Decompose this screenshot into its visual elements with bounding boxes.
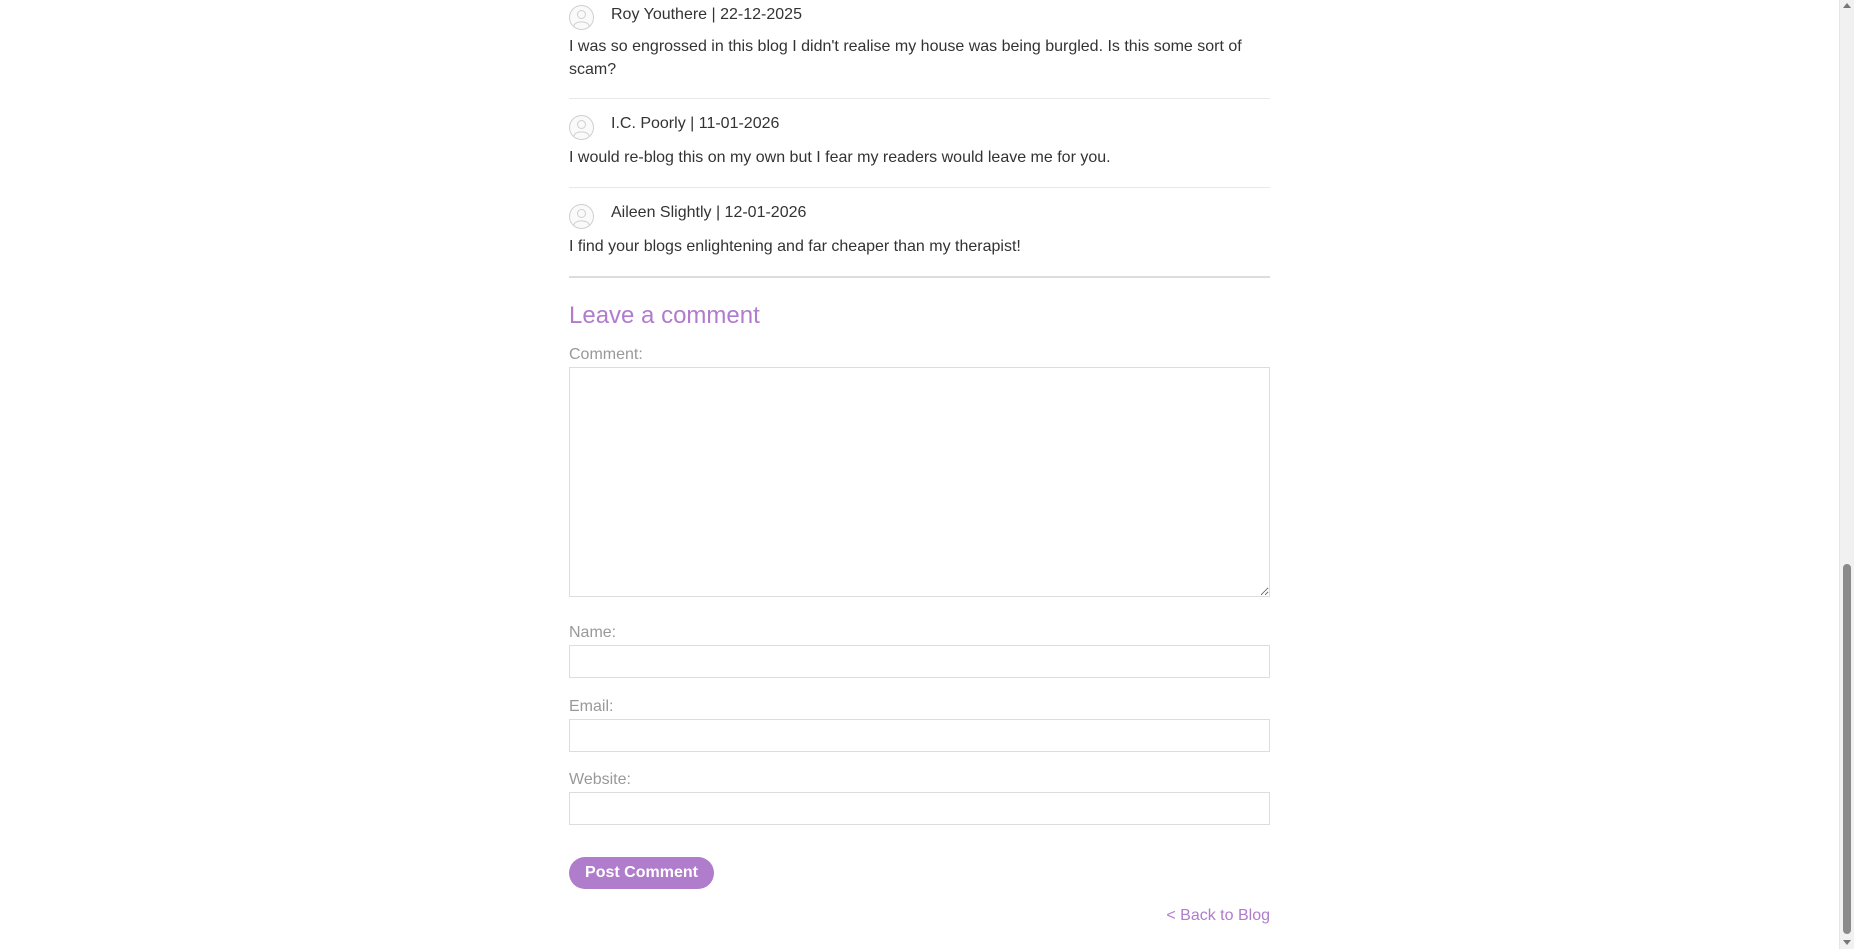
- website-label: Website:: [569, 771, 631, 788]
- name-input[interactable]: [569, 645, 1270, 678]
- user-avatar-icon: [569, 204, 594, 229]
- comment-item: [569, 99, 1270, 188]
- scrollbar-thumb[interactable]: [1843, 564, 1851, 934]
- user-avatar-icon: [569, 115, 594, 140]
- back-to-blog-link[interactable]: < Back to Blog: [1166, 907, 1270, 924]
- scroll-down-arrow-icon[interactable]: [1843, 940, 1851, 945]
- comment-text: I was so engrossed in this blog I didn't realise my house was being burgled. Is this some sort of scam?: [569, 38, 1242, 78]
- comment-textarea[interactable]: [569, 367, 1270, 597]
- leave-comment-heading: Leave a comment: [569, 302, 760, 329]
- post-comment-button[interactable]: Post Comment: [569, 857, 714, 889]
- comments-and-form-column: [569, 0, 1270, 924]
- website-input[interactable]: [569, 792, 1270, 825]
- comment-meta: Aileen Slightly | 12-01-2026: [611, 204, 807, 221]
- comment-item: [569, 188, 1270, 278]
- email-label: Email:: [569, 698, 614, 715]
- email-input[interactable]: [569, 719, 1270, 752]
- page-scrollbar[interactable]: [1839, 0, 1854, 949]
- name-label: Name:: [569, 624, 617, 641]
- comment-item: [569, 0, 1270, 99]
- comment-label: Comment:: [569, 346, 643, 363]
- user-avatar-icon: [569, 5, 594, 30]
- comment-text: I find your blogs enlightening and far cheaper than my therapist!: [569, 238, 1021, 255]
- comment-meta: I.C. Poorly | 11-01-2026: [611, 115, 780, 132]
- scroll-up-arrow-icon[interactable]: [1843, 3, 1851, 8]
- comment-text: I would re-blog this on my own but I fear my readers would leave me for you.: [569, 149, 1111, 166]
- comment-meta: Roy Youthere | 22-12-2025: [611, 6, 802, 23]
